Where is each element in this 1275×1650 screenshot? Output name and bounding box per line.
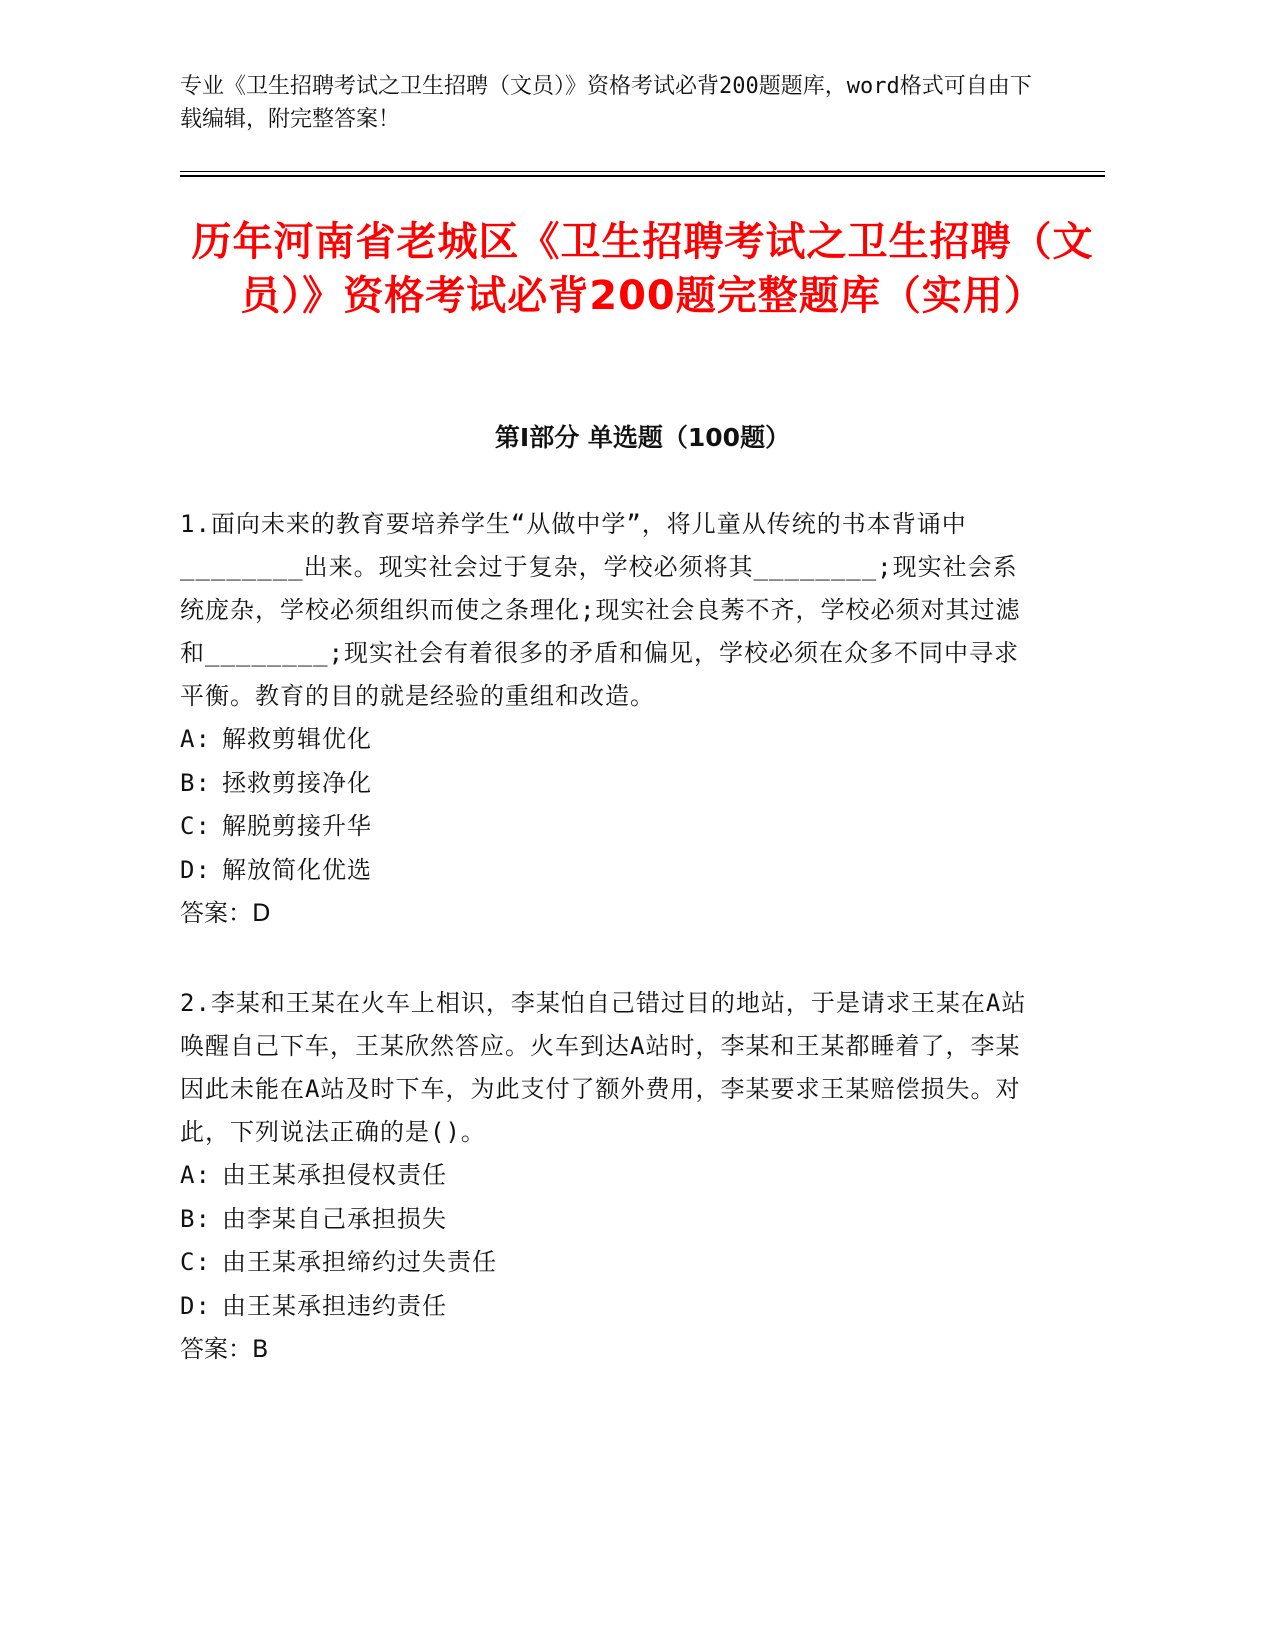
- option-letter: A:: [180, 725, 211, 753]
- answer-line: 答案：D: [180, 899, 271, 927]
- option-text: 解救剪辑优化: [222, 725, 372, 753]
- option-text: 解脱剪接升华: [222, 812, 372, 840]
- option-text: 拯救剪接净化: [222, 768, 372, 797]
- option-c: [180, 1241, 1040, 1285]
- question-text: 2.李某和王某在火车上相识，李某怕自己错过目的地站，于是请求王某在A站唤醒自己下车，王某欣然答应。火车到达A站时，李某和王某都睡着了，李某因此未能在A站及时下车，为此支付了额外费用，李某要求王某赔偿损失。对此，下列说法正确的是()。: [180, 989, 1027, 1146]
- question-text: 1.面向未来的教育要培养学生“从做中学”，将儿童从传统的书本背诵中________出来。现实社会过于复杂，学校必须将其________;现实社会系统庞杂，学校必须组织而使之条理化;现实社会良莠不齐，学校必须对其过滤和________;现实社会有着很多的矛盾和偏见，学校必须在众多不同中寻求平衡。教育的目的就是经验的重组和改造。: [180, 510, 1021, 710]
- header-note: 专业《卫生招聘考试之卫生招聘（文员）》资格考试必背200题题库，word格式可自由下载编辑，附完整答案！: [180, 74, 1032, 132]
- option-a: [180, 1154, 1040, 1198]
- answer-line: 答案：B: [180, 1335, 269, 1363]
- option-text: 解放简化优选: [222, 855, 372, 884]
- option-letter: B:: [180, 1204, 211, 1233]
- option-letter: C:: [180, 812, 211, 840]
- section-title: 第Ⅰ部分 单选题（100题）: [494, 423, 791, 452]
- option-b: [180, 762, 1040, 806]
- option-text: 由王某承担缔约过失责任: [222, 1248, 497, 1276]
- option-letter: D:: [180, 855, 211, 884]
- question-2: [180, 982, 1040, 1372]
- option-text: 由王某承担违约责任: [222, 1291, 447, 1320]
- option-d: [180, 849, 1040, 893]
- option-a: [180, 718, 1040, 762]
- header-divider-thin: [180, 171, 1105, 172]
- option-c: [180, 805, 1040, 849]
- question-1: [180, 503, 1040, 936]
- option-letter: A:: [180, 1161, 211, 1189]
- option-b: [180, 1198, 1040, 1242]
- document-title: 历年河南省老城区《卫生招聘考试之卫生招聘（文员）》资格考试必背200题完整题库（实用）: [191, 219, 1094, 319]
- option-letter: B:: [180, 768, 211, 797]
- header-divider-thick: [180, 175, 1105, 177]
- option-text: 由李某自己承担损失: [222, 1204, 447, 1233]
- option-letter: C:: [180, 1248, 211, 1276]
- option-text: 由王某承担侵权责任: [222, 1161, 447, 1189]
- option-letter: D:: [180, 1291, 211, 1320]
- option-d: [180, 1285, 1040, 1329]
